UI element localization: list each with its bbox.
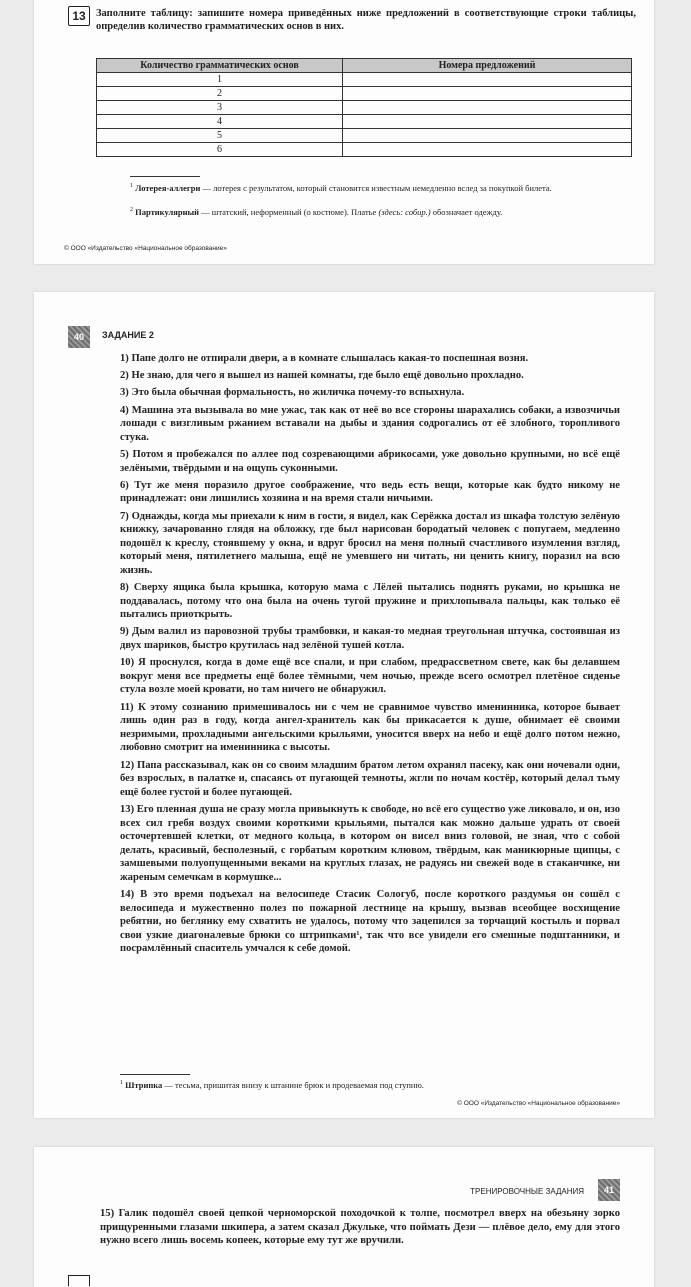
footnote-2: $^2$ Партикулярный — штатский, неформенный (о костюме). Платье (здесь: собир.) обозначает одежду. — [130, 206, 503, 217]
table-row — [97, 115, 632, 129]
sentence: 5) Потом я пробежался по аллее под созревающими абрикосами, уже довольно крупными, но всё ещё зелёными, твёрдыми и на ощупь суконными. — [120, 448, 620, 474]
sentence: 9) Дым валил из паровозной трубы трамбовки, и какая-то медная треугольная штучка, состоявшая из двух шариков, быстро крутилась над зелёной тушей котла. — [120, 626, 620, 652]
sentence: 12) Папа рассказывал, как он со своим младшим братом летом охранял пасеку, как они ночевали одни, без взрослых, в палатке и, спасаясь от пугающей темноты, жгли по ночам костёр, который делал тьму ещё более густой и более пугающей. — [120, 759, 620, 798]
page-number-badge: 41 — [598, 1179, 620, 1201]
page-1 — [34, 0, 654, 264]
sentence: 3) Это была обычная формальность, но жиличка почему-то вспыхнула. — [120, 387, 465, 399]
sentence: 11) К этому сознанию примешивалось ни с чем не сравнимое чувство именинника, которое бывает лишь один раз в году, когда ангел-хранитель как бы прикасается к душе, обнимает её своими незримыми, прохладными ангельскими крыльями, уносится вверх на небо и ещё долго потом нежно, любовно смотрит на именинника с высоты. — [120, 701, 620, 754]
footnote-1: $^1$ Лотерея-аллегри — лотерея с результатом, который становится известным немедленно вслед за покупкой билета. — [130, 182, 552, 193]
sentence: 15) Галик подошёл своей цепкой черноморской походочкой к толпе, посмотрел вверх на обезьяну зорко прищуренными глазами шкипера, а затем сказал Джульке, что поймать Дези — плёвое дело, ему для этого нужно всего лишь восемь копеек, которые ему тут же вручили. — [100, 1208, 620, 1247]
sentence-list — [120, 352, 620, 960]
table-cell-count: 5 — [97, 129, 343, 143]
sentence: 2) Не знаю, для чего я вышел из нашей комнаты, где было ещё довольно прохладно. — [120, 370, 524, 382]
task-heading: ЗАДАНИЕ 2 — [102, 330, 154, 340]
sentence: 8) Сверху ящика была крышка, которую мама с Лёлей пытались поднять руками, но крышка не поддавалась, потому что она была на очень тугой пружине и прихлопывала пальцы, как только её пытались приоткрыть. — [120, 582, 620, 621]
table-header-numbers: Номера предложений — [343, 59, 632, 73]
sentence: 14) В это время подъехал на велосипеде Стасик Сологуб, после короткого раздумья он сошёл с велосипеда и мужественно полез по пожарной лестнице на крышу, вызвав всеобщее восхищение ребятни, но беглянку ему схватить не удалось, потому что зацепился за торчащий костыль и порвал свои узкие диагоналевые брюки со штрипками¹, так что все увидели его смешные подштанники, и посрамлённый спаситель умчался к себе домой. — [120, 889, 620, 955]
sentence: 1) Папе долго не отпирали двери, а в комнате слышалась какая-то поспешная возня. — [120, 353, 529, 364]
publisher-credit: © ООО «Издательство «Национальное образование» — [457, 1100, 620, 1107]
footnote-term: Партикулярный — [135, 206, 200, 217]
page-3 — [34, 1147, 654, 1287]
task-13-instruction: Заполните таблицу: запишите номера приведённых ниже предложений в соответствующие строки таблицы, определив количество грамматических основ в них. — [96, 8, 636, 32]
page-number-badge: 40 — [68, 326, 90, 348]
table-row — [97, 101, 632, 115]
publisher-credit: © ООО «Издательство «Национальное образование» — [64, 245, 227, 252]
table-row — [97, 87, 632, 101]
sentence: 13) Его пленная душа не сразу могла привыкнуть к свободе, но всё его существо уже ликовало, и он, изо всех сил гребя воздух своими короткими крыльями, пытался как можно дальше удрать от своей осточертевшей клетки, от медного кольца, в котором он висел вниз головой, не зная, что с собой делать, красивый, бесполезный, с горбатым коротким клювом, твёрдым, как маникюрные щипцы, с замшевыми полуопущенными веками на круглых глазах, не радуясь ни свежей воде в стаканчике, ни жареным семечкам в кормушке... — [120, 803, 620, 883]
table-row — [97, 129, 632, 143]
next-task-badge-edge — [68, 1275, 90, 1286]
table-cell-count: 6 — [97, 143, 343, 157]
page-2 — [34, 292, 654, 1118]
table-row — [97, 143, 632, 157]
table-cell-count: 3 — [97, 101, 343, 115]
table-cell-answer[interactable] — [343, 101, 632, 115]
footnote-divider — [120, 1074, 190, 1075]
sentence: 10) Я проснулся, когда в доме ещё все спали, и при слабом, предрассветном свете, как бы делавшем вокруг меня все предметы ещё более тёмными, чем ночью, прежде всего осмотрел плетёное сиденье стула возле моей кровати, но там ничего не обнаружил. — [120, 657, 620, 696]
running-head: ТРЕНИРОВОЧНЫЕ ЗАДАНИЯ — [470, 1187, 584, 1196]
task-number-badge: 13 — [68, 6, 90, 26]
footnote-term: Лотерея-аллегри — [135, 182, 201, 193]
footnote-term: Штрипка — [125, 1079, 163, 1090]
table-cell-answer[interactable] — [343, 115, 632, 129]
sentence: 4) Машина эта вызывала во мне ужас, так как от неё во все стороны шарахались собаки, а извозчичьи лошади с визгливым ржанием вставали на дыбы и здания содрогались от её злобного, торопливого стука. — [120, 404, 620, 443]
table-header-count: Количество грамматических основ — [97, 59, 343, 73]
answer-table — [96, 58, 632, 157]
table-cell-answer[interactable] — [343, 129, 632, 143]
table-row — [97, 73, 632, 87]
sentence: 7) Однажды, когда мы приехали к ним в гости, я видел, как Серёжка достал из шкафа толстую зелёную книжку, зачарованно глядя на обложку, где был нарисован бородатый человек с попугаем, медленно подошёл к креслу, стоявшему у окна, и вдруг бросил на меня полный счастливого изумления взгляд, который меня, пятилетнего малыша, ещё не умевшего ни читать, ни ценить книгу, поразил на всю жизнь. — [120, 510, 620, 576]
table-cell-answer[interactable] — [343, 143, 632, 157]
table-cell-count: 1 — [97, 73, 343, 87]
table-cell-answer[interactable] — [343, 73, 632, 87]
footnote-divider — [130, 176, 200, 177]
table-cell-count: 4 — [97, 115, 343, 129]
sentence: 6) Тут же меня поразило другое соображение, что ведь есть вещи, которые как будто никому не принадлежат: они лишились хозяина и на время стали ничьими. — [120, 479, 620, 505]
footnote-shtripka: $^1$ Штрипка — тесьма, пришитая внизу к штанине брюк и продеваемая под ступню. — [120, 1079, 424, 1090]
table-cell-answer[interactable] — [343, 87, 632, 101]
table-cell-count: 2 — [97, 87, 343, 101]
